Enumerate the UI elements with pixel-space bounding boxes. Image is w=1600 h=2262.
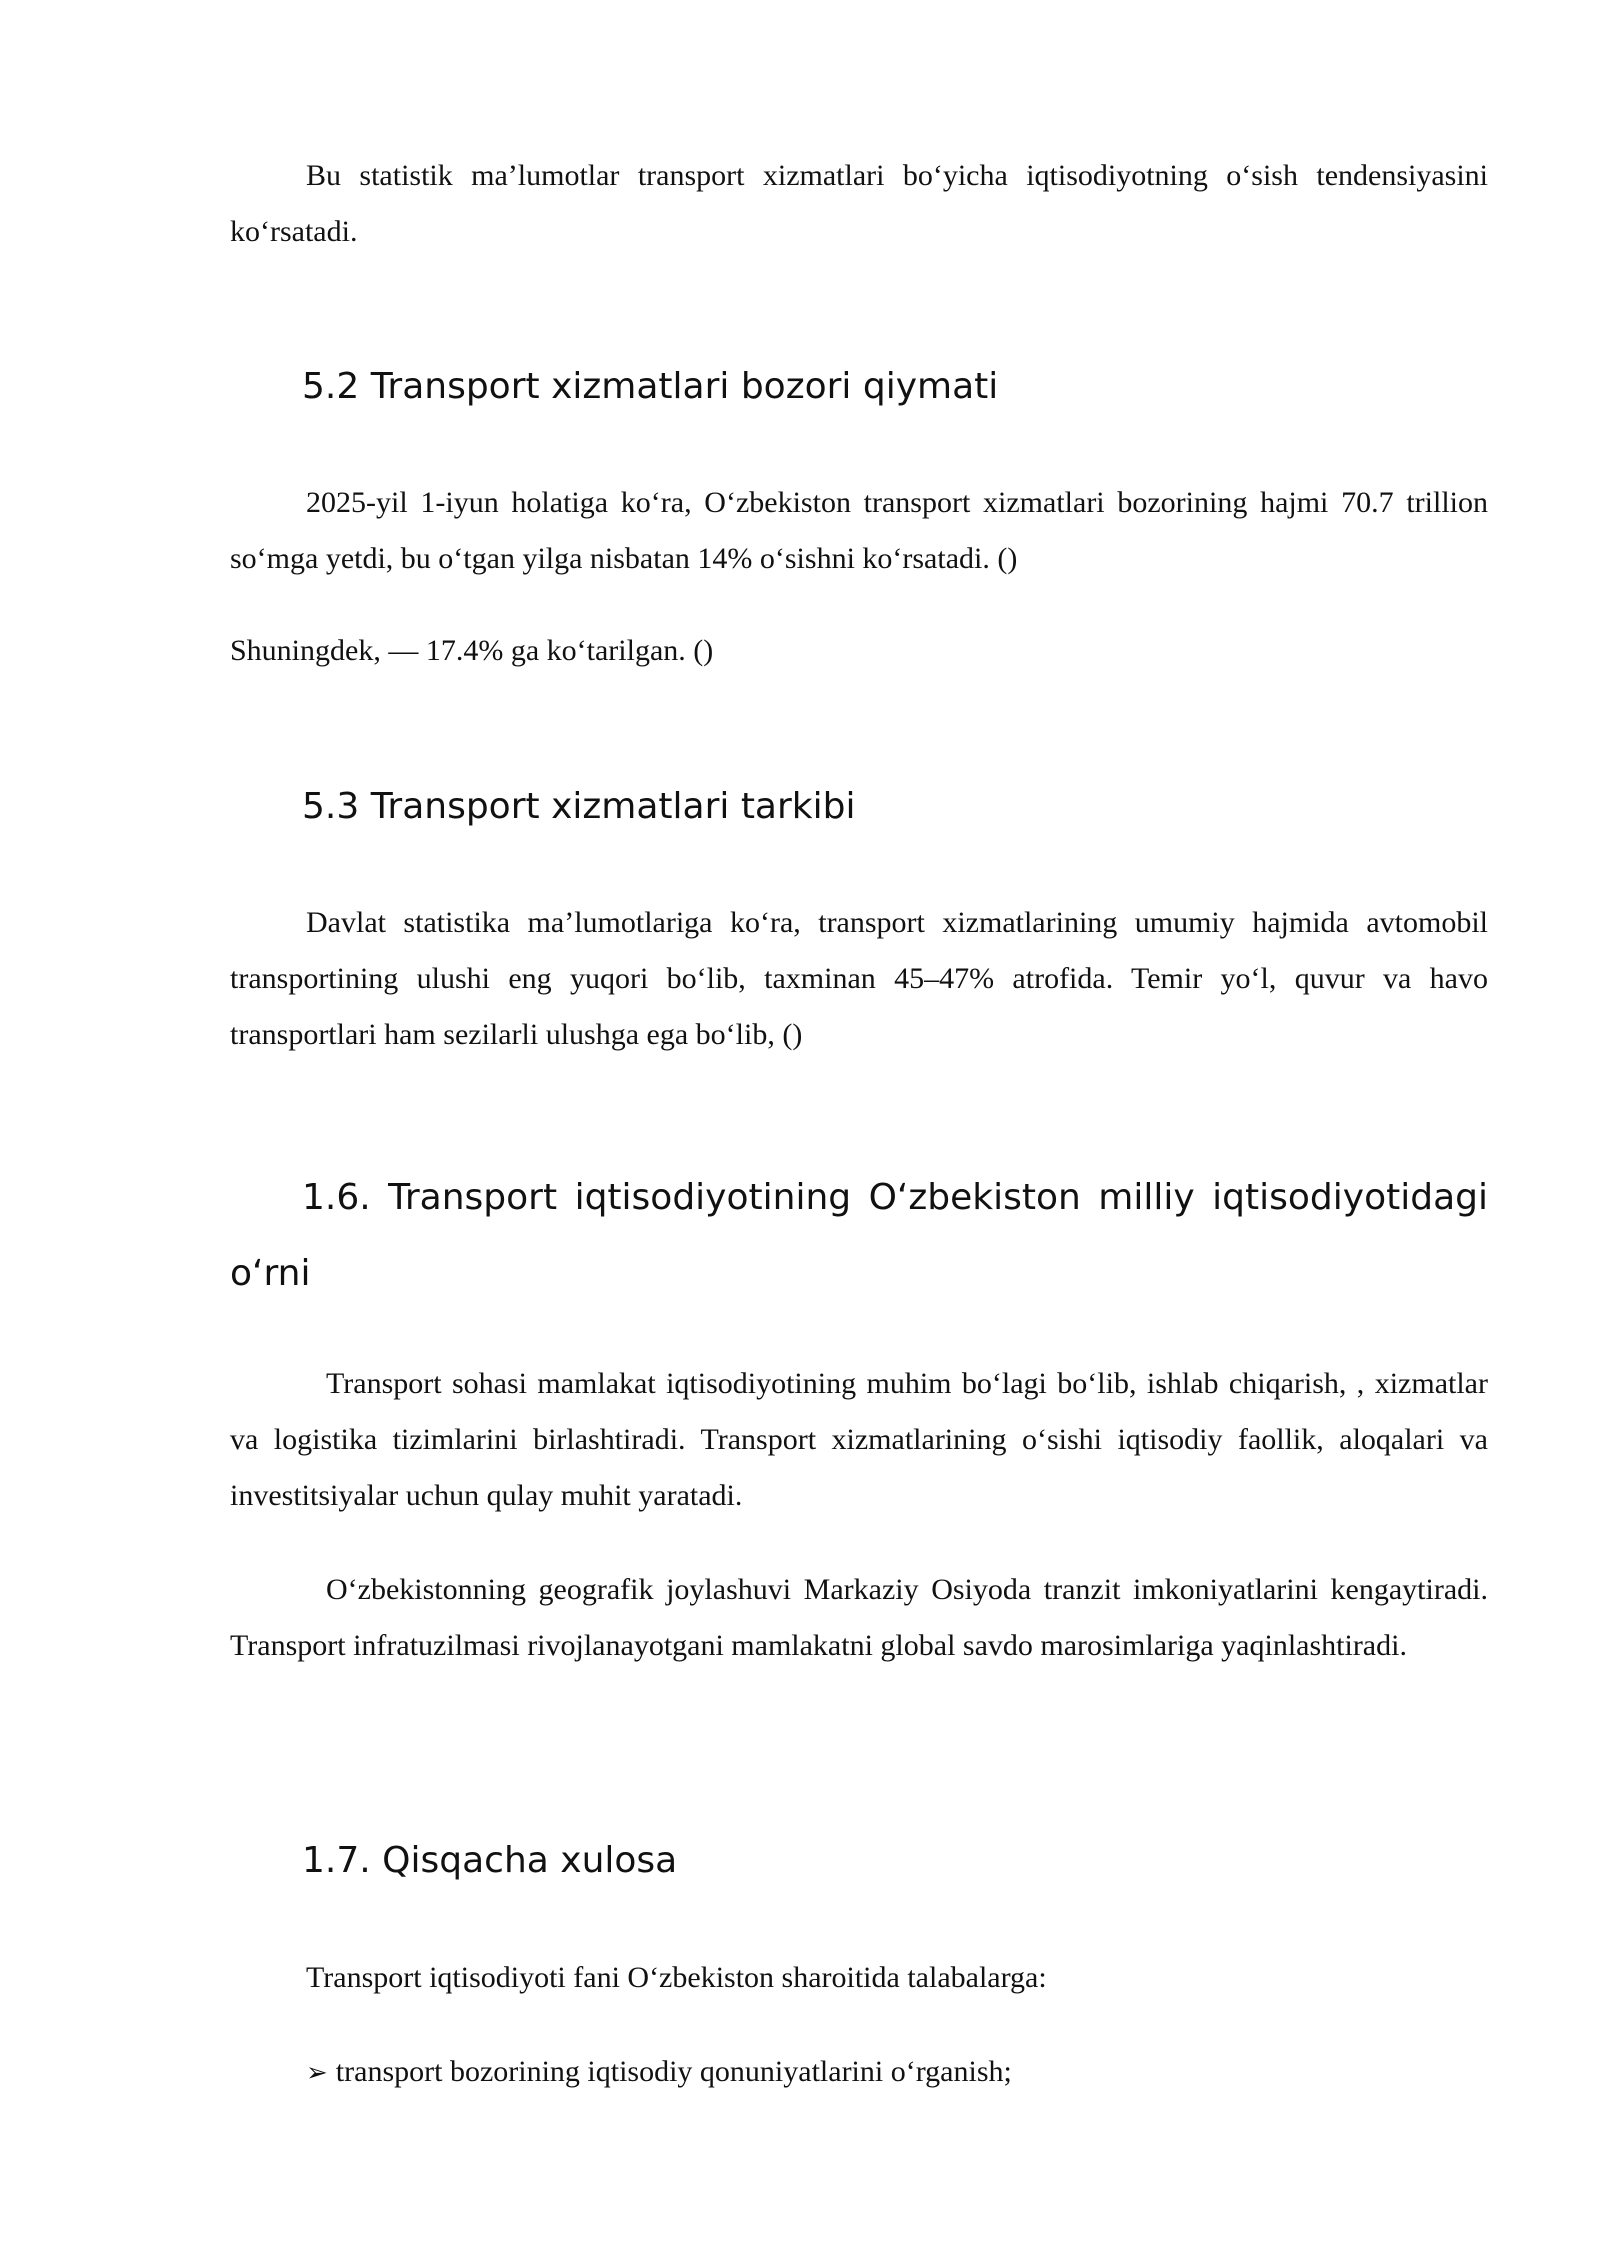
list-item [230,2044,1488,2101]
section-5-2-body-2 [230,623,1488,679]
section-1-7-bullets [230,2044,1488,2101]
section-1-6-heading: 1.6. Transport iqtisodiyotining O‘zbekiston milliy iqtisodiyotidagi o‘rni [230,1177,1488,1294]
section-1-7-heading: 1.7. Qisqacha xulosa [302,1840,678,1881]
intro-block [230,148,1488,260]
section-5-2 [230,366,1488,407]
list-item-text: transport bozorining iqtisodiy qonuniyatlarini o‘rganish; [335,2055,1012,2088]
section-1-7 [230,1840,1488,1881]
intro-paragraph: Bu statistik ma’lumotlar transport xizmatlari bo‘yicha iqtisodiyotning o‘sish tendensiyasini ko‘rsatadi. [230,159,1488,248]
section-1-6-paragraph-2: O‘zbekistonning geografik joylashuvi Markaziy Osiyoda tranzit imkoniyatlarini kengaytiradi. Transport infratuzilmasi rivojlanayotgani mamlakatni global savdo marosimlariga yaqinlashtiradi. [230,1573,1488,1662]
section-1-7-paragraph-1: Transport iqtisodiyoti fani O‘zbekiston sharoitida talabalarga: [306,1961,1047,1994]
section-1-6-body [230,1356,1488,1524]
arrow-bullet-icon: ➢ [306,2058,328,2088]
section-5-3 [230,786,1488,827]
section-5-2-heading: 5.2 Transport xizmatlari bozori qiymati [302,366,999,407]
section-5-2-paragraph-2: Shuningdek, — 17.4% ga ko‘tarilgan. () [230,634,714,667]
section-1-7-body [230,1950,1488,2006]
section-5-3-heading: 5.3 Transport xizmatlari tarkibi [302,786,856,827]
section-1-6-paragraph-1: Transport sohasi mamlakat iqtisodiyotining muhim bo‘lagi bo‘lib, ishlab chiqarish, , xizmatlar va logistika tizimlarini birlashtiradi. Transport xizmatlarining o‘sishi iqtisodiy faollik, aloqalari va investitsiyalar uchun qulay muhit yaratadi. [230,1367,1488,1512]
section-5-2-paragraph-1: 2025-yil 1-iyun holatiga ko‘ra, O‘zbekiston transport xizmatlari bozorining hajmi 70.7 trillion so‘mga yetdi, bu o‘tgan yilga nisbatan 14% o‘sishni ko‘rsatadi. () [230,486,1488,575]
section-5-3-body [230,895,1488,1063]
section-5-3-paragraph-1: Davlat statistika ma’lumotlariga ko‘ra, transport xizmatlarining umumiy hajmida avtomobil transportining ulushi eng yuqori bo‘lib, taxminan 45–47% atrofida. Temir yo‘l, quvur va havo transportlari ham sezilarli ulushga ega bo‘lib, () [230,906,1488,1051]
section-1-6 [230,1160,1488,1312]
section-5-2-body [230,475,1488,587]
section-1-6-body-2 [230,1562,1488,1674]
